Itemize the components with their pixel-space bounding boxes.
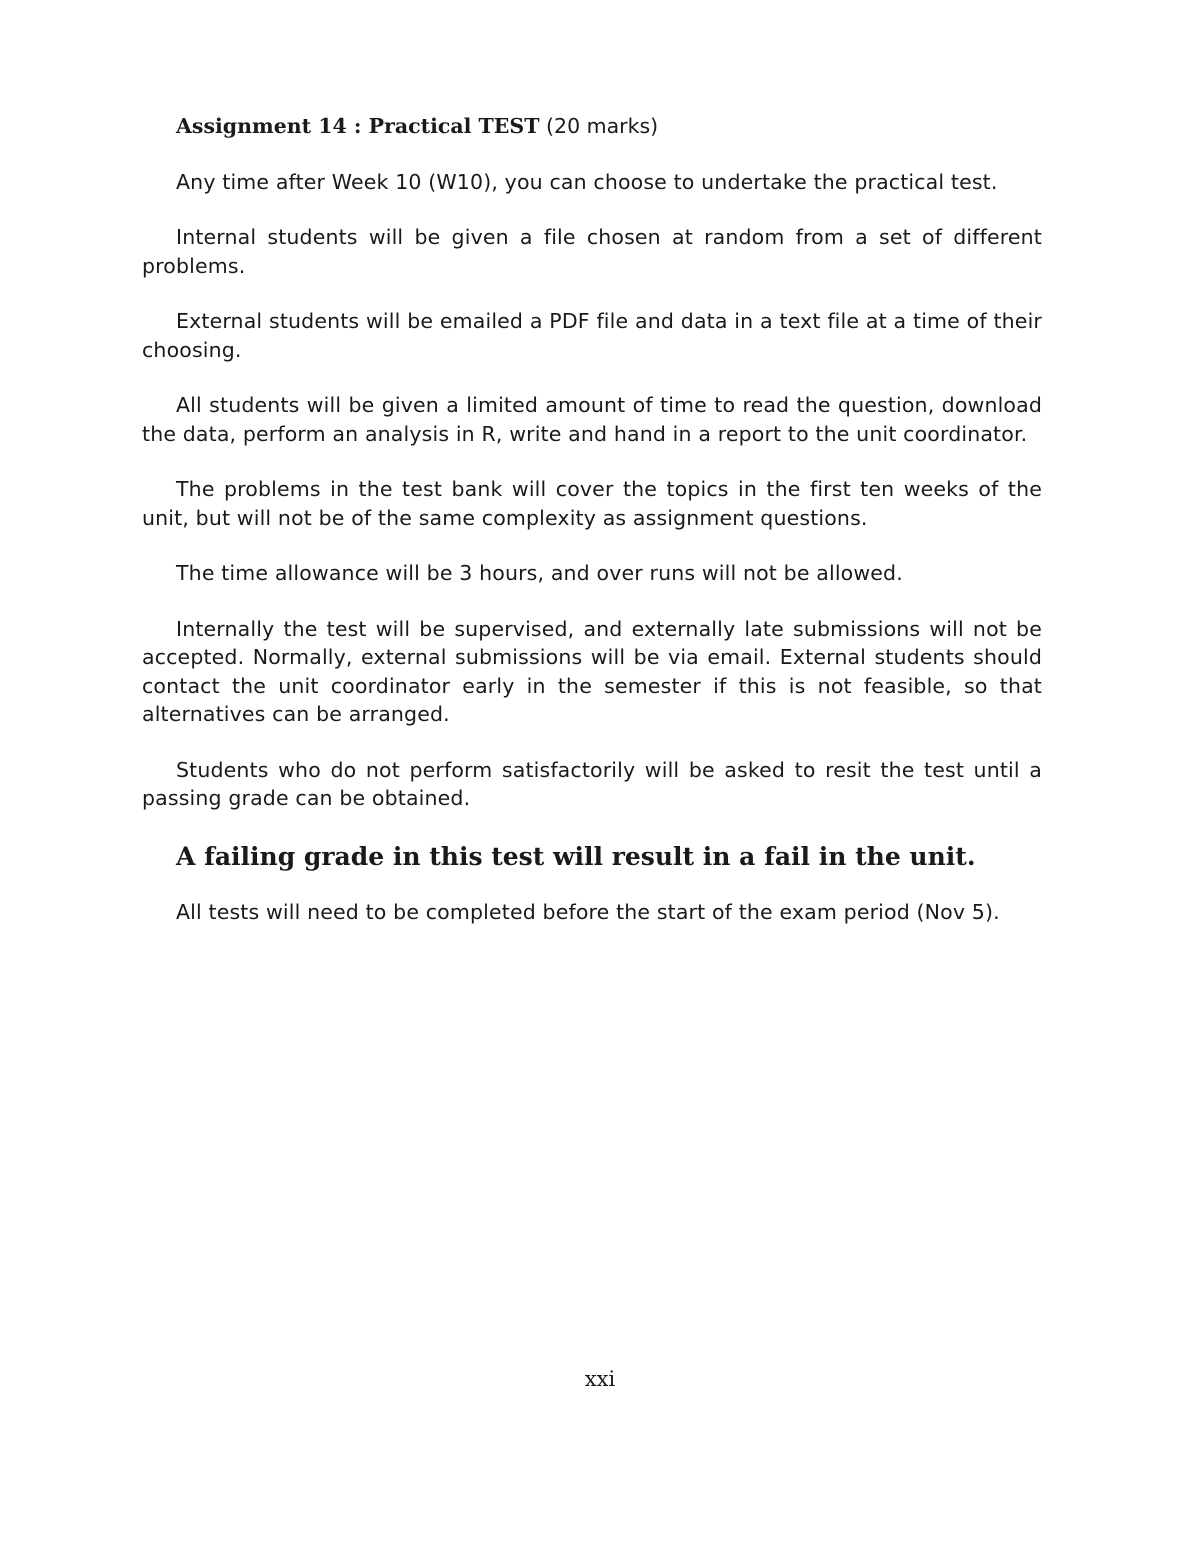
paragraph-timing: Any time after Week 10 (W10), you can choose to undertake the practical test. xyxy=(176,169,998,194)
failing-grade-warning: A failing grade in this test will result in a fail in the unit. xyxy=(176,841,976,871)
assignment-heading xyxy=(142,112,1042,141)
document-page xyxy=(142,112,1042,953)
paragraph-supervision: Internally the test will be supervised, and externally late submissions will not be accepted. Normally, external submissions will be via email. External students should contact the unit coordinator early in the semester if this is not feasible, so that alternatives can be arranged. xyxy=(142,616,1042,726)
paragraph-deadline: All tests will need to be completed before the start of the exam period (Nov 5). xyxy=(176,899,1000,924)
paragraph-test-bank: The problems in the test bank will cover the topics in the first ten weeks of the unit, but will not be of the same complexity as assignment questions. xyxy=(142,477,1042,530)
assignment-title: Assignment 14 : Practical TEST xyxy=(176,114,540,138)
page-number: xxi xyxy=(584,1367,616,1391)
paragraph-time-allowance: The time allowance will be 3 hours, and over runs will not be allowed. xyxy=(176,561,903,585)
paragraph-internal-students: Internal students will be given a file chosen at random from a set of different problems. xyxy=(142,225,1042,278)
paragraph-all-students: All students will be given a limited amount of time to read the question, download the data, perform an analysis in R, write and hand in a report to the unit coordinator. xyxy=(142,393,1042,446)
assignment-marks: (20 marks) xyxy=(546,114,659,138)
paragraph-external-students: External students will be emailed a PDF file and data in a text file at a time of their choosing. xyxy=(142,309,1042,362)
paragraph-resit: Students who do not perform satisfactorily will be asked to resit the test until a passing grade can be obtained. xyxy=(142,757,1042,810)
